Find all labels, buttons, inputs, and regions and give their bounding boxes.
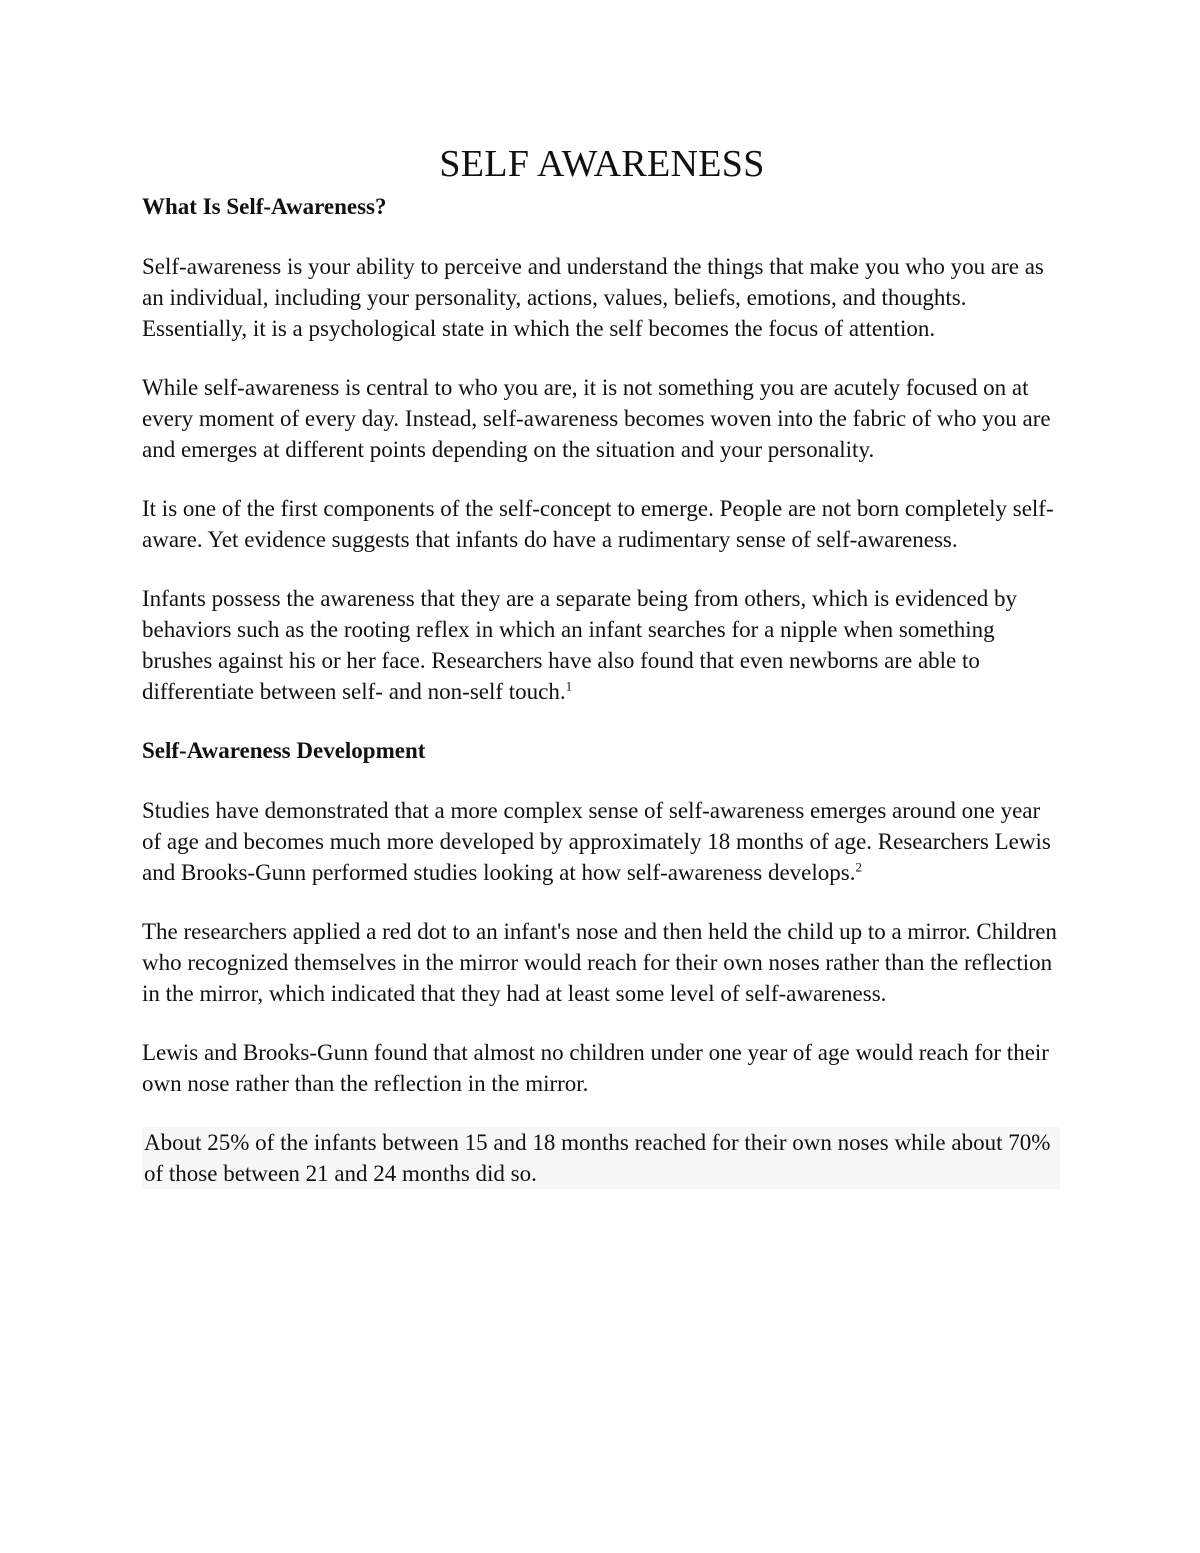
highlighted-paragraph: About 25% of the infants between 15 and 18 months reached for their own noses while about 70% of those between 21 and 24 months did so. — [142, 1127, 1060, 1189]
section-heading-what-is: What Is Self-Awareness? — [142, 194, 387, 219]
footnote-marker: 1 — [565, 678, 573, 694]
paragraph: It is one of the first components of the self-concept to emerge. People are not born completely self-aware. Yet evidence suggests that infants do have a rudimentary sense of self-awareness. — [142, 496, 1054, 552]
footnote-marker: 2 — [855, 859, 862, 875]
paragraph-text: Infants possess the awareness that they are a separate being from others, which is evidenced by behaviors such as the rooting reflex in which an infant searches for a nipple when something brushes against his or her face. Researchers have also found that even newborns are able to differentiate between self- and non-self touch. — [142, 586, 1017, 704]
paragraph-text: Studies have demonstrated that a more complex sense of self-awareness emerges around one year of age and becomes much more developed by approximately 18 months of age. Researchers Lewis and Brooks-Gunn performed studies looking at how self-awareness develops. — [142, 798, 1051, 885]
paragraph — [142, 795, 1062, 888]
section-heading-development: Self-Awareness Development — [142, 738, 426, 763]
paragraph — [142, 583, 1062, 707]
paragraph: While self-awareness is central to who you are, it is not something you are acutely focused on at every moment of every day. Instead, self-awareness becomes woven into the fabric of who you are and emerges at different points depending on the situation and your personality. — [142, 375, 1051, 462]
document-page — [142, 140, 1062, 1217]
document-title: SELF AWARENESS — [439, 143, 765, 185]
paragraph: The researchers applied a red dot to an infant's nose and then held the child up to a mirror. Children who recognized themselves in the mirror would reach for their own noses rather than the reflection in the mirror, which indicated that they had at least some level of self-awareness. — [142, 919, 1057, 1006]
paragraph: Self-awareness is your ability to perceive and understand the things that make you who you are as an individual, including your personality, actions, values, beliefs, emotions, and thoughts. Essentially, it is a psychological state in which the self becomes the focus of attention. — [142, 254, 1044, 341]
paragraph: Lewis and Brooks-Gunn found that almost no children under one year of age would reach for their own nose rather than the reflection in the mirror. — [142, 1040, 1049, 1096]
